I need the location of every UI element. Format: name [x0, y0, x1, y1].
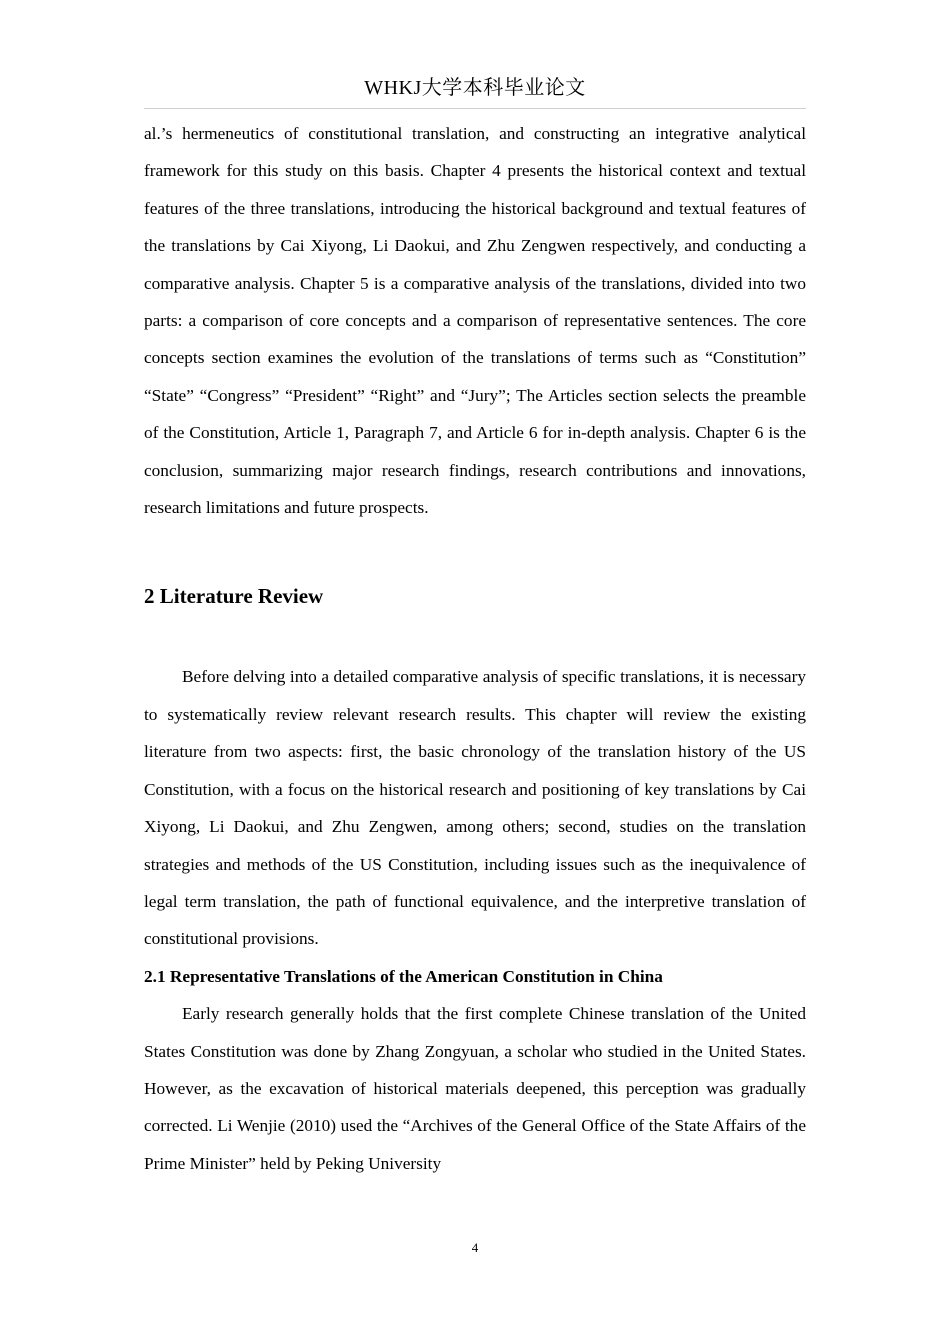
header-rule — [144, 108, 806, 109]
section-paragraph: Early research generally holds that the first complete Chinese translation of the United States Constitution was done by Zhang Zongyuan, a scholar who studied in the United States. However, as the excavation of historical materials deepened, this perception was gradually corrected. Li Wenjie (2010) used the “Archives of the General Office of the State Affairs of the Prime Minister” held by Peking University — [144, 1004, 806, 1173]
body-column — [144, 115, 806, 1182]
chapter-intro-paragraph: Before delving into a detailed comparative analysis of specific translations, it is necessary to systematically review relevant research results. This chapter will review the existing literature from two aspects: first, the basic chronology of the translation history of the US Constitution, with a focus on the historical research and positioning of key translations by Cai Xiyong, Li Daokui, and Zhu Zengwen, among others; second, studies on the translation strategies and methods of the US Constitution, including issues such as the inequivalence of legal term translation, the path of functional equivalence, and the interpretive translation of constitutional provisions. — [144, 667, 806, 949]
spacer — [144, 611, 806, 658]
intro-paragraph: al.’s hermeneutics of constitutional translation, and constructing an integrative analytical framework for this study on this basis. Chapter 4 presents the historical context and textual features of the three translations, introducing the historical background and textual features of the translations by Cai Xiyong, Li Daokui, and Zhu Zengwen respectively, and conducting a comparative analysis. Chapter 5 is a comparative analysis of the translations, divided into two parts: a comparison of core concepts and a comparison of representative sentences. The core concepts section examines the evolution of the translations of terms such as “Constitution” “State” “Congress” “President” “Right” and “Jury”; The Articles section selects the preamble of the Constitution, Article 1, Paragraph 7, and Article 6 for in-depth analysis. Chapter 6 is the conclusion, summarizing major research findings, research contributions and innovations, research limitations and future prospects. — [144, 124, 806, 518]
section-heading: 2.1 Representative Translations of the American Constitution in China — [144, 966, 663, 986]
running-header: WHKJ大学本科毕业论文 — [364, 77, 586, 99]
page-number: 4 — [471, 1240, 479, 1255]
spacer — [144, 526, 806, 581]
chapter-heading: 2 Literature Review — [144, 584, 324, 609]
